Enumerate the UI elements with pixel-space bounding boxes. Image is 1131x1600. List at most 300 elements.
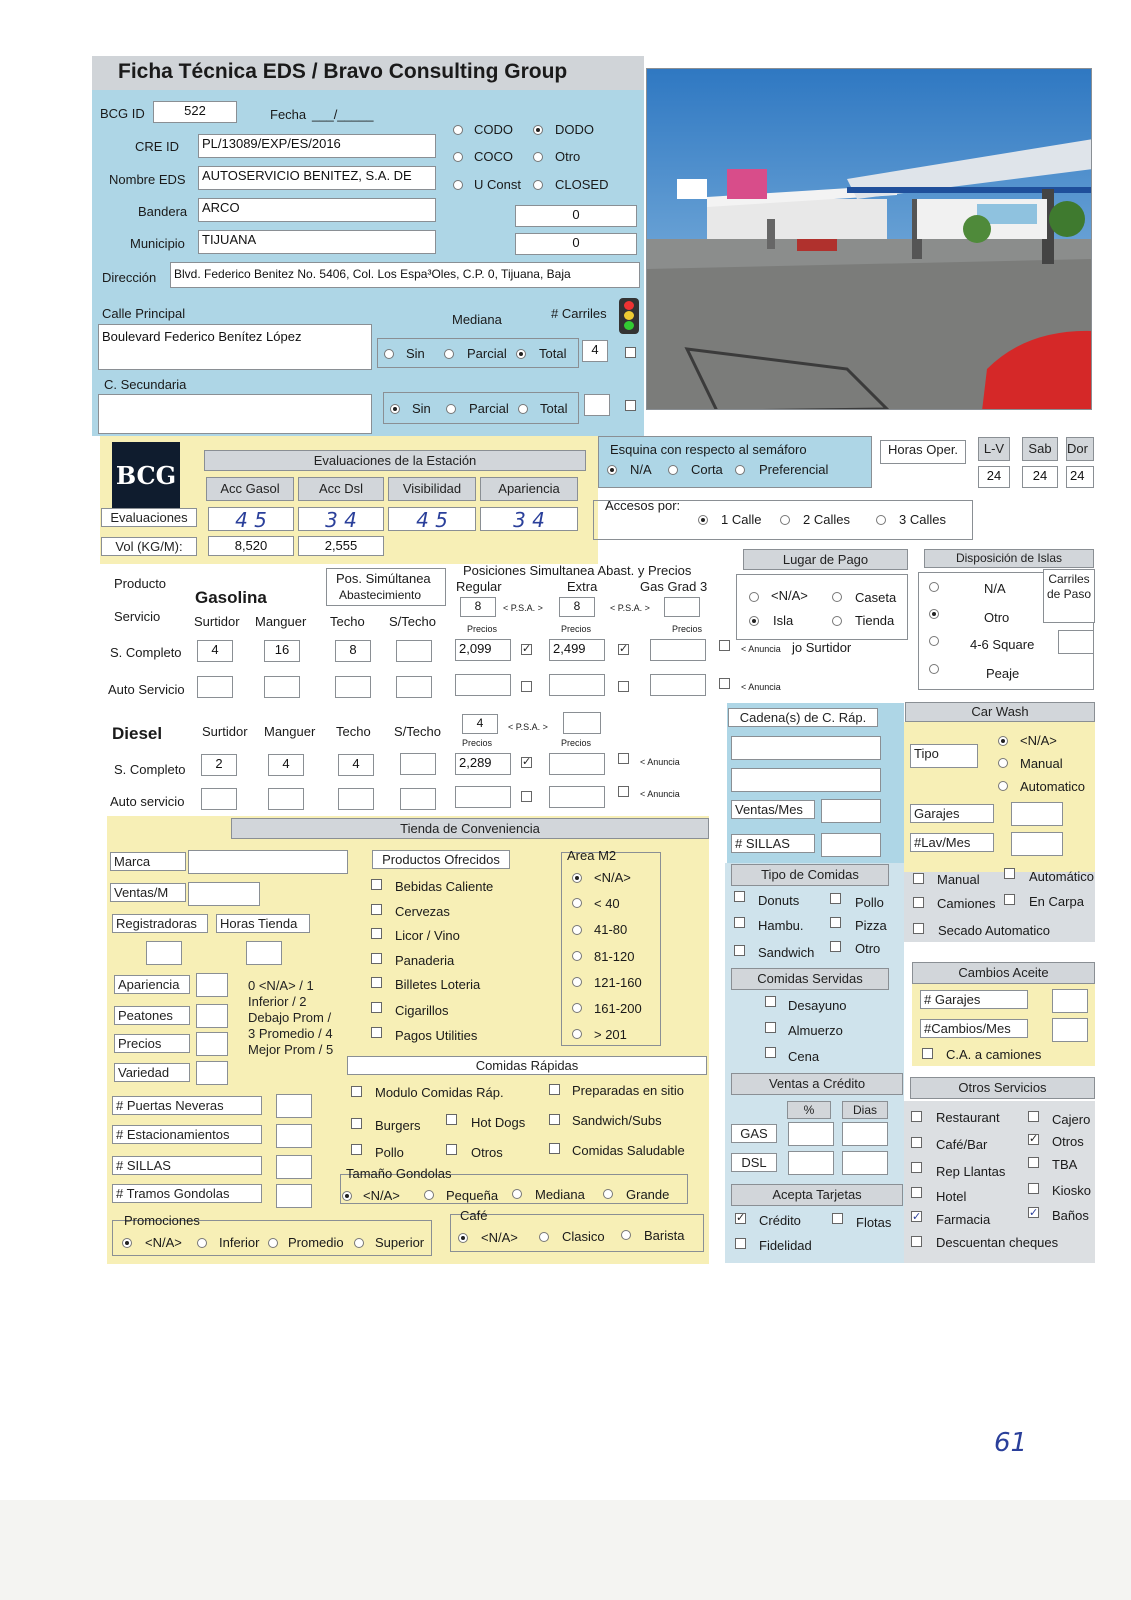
islas-otro-label: Otro: [984, 610, 1010, 625]
check-otros-serv[interactable]: ✓: [1029, 1133, 1039, 1145]
regular-anuncia-check[interactable]: ✓: [522, 643, 532, 655]
descuentan-label: Descuentan cheques: [936, 1235, 1059, 1250]
radio-cw-na[interactable]: [998, 736, 1008, 746]
gas-as-extra[interactable]: [549, 674, 605, 696]
prod-check-2[interactable]: [371, 928, 382, 939]
check-tba[interactable]: [1028, 1157, 1039, 1168]
calle-secundaria-field[interactable]: [98, 394, 372, 434]
psa-label-2: < P.S.A. >: [610, 603, 650, 613]
radio-mediana-sin[interactable]: [384, 349, 394, 359]
radio-closed[interactable]: [533, 180, 543, 190]
horas-sab-field[interactable]: 24: [1022, 466, 1058, 488]
productos-label: Productos Ofrecidos: [372, 850, 510, 869]
radio-3calles[interactable]: [876, 515, 886, 525]
radio-tamano-pequena[interactable]: [424, 1190, 434, 1200]
tramos-gondolas-label: # Tramos Gondolas: [112, 1184, 262, 1203]
ventas-m-field[interactable]: [188, 882, 260, 906]
gas-sc-techo[interactable]: 8: [335, 640, 371, 662]
bcg-logo: BCG: [112, 442, 180, 510]
dsl-psa-label: < P.S.A. >: [508, 722, 548, 732]
prod-check-1[interactable]: [371, 904, 382, 915]
registradoras-field[interactable]: [146, 941, 182, 965]
abastec-label: Abastecimiento: [339, 588, 422, 602]
check-pizza[interactable]: [830, 917, 841, 928]
tramos-gondolas-field[interactable]: [276, 1184, 312, 1208]
hotdogs-label: Hot Dogs: [471, 1115, 526, 1130]
horas-dom-field[interactable]: 24: [1066, 466, 1094, 488]
dsl-psa-field[interactable]: 4: [462, 714, 498, 734]
vol-dsl-value[interactable]: 2,555: [298, 536, 384, 556]
secado-label: Secado Automatico: [938, 923, 1051, 938]
dsl-psa-field-2[interactable]: [563, 712, 601, 734]
cw-lav-field[interactable]: [1011, 832, 1063, 856]
prod-label-5: Cigarillos: [395, 1003, 449, 1018]
scan-bottom-strip: [0, 1500, 1131, 1600]
horas-tienda-field[interactable]: [246, 941, 282, 965]
cafe-clasico-label: Clasico: [562, 1229, 605, 1244]
radio-promo-promedio[interactable]: [268, 1238, 278, 1248]
check-encarpa[interactable]: [1004, 894, 1015, 905]
horas-lv-header: L-V: [978, 437, 1010, 461]
credito-dsl-pct[interactable]: [788, 1151, 834, 1175]
radio-area-3[interactable]: [572, 951, 582, 961]
puertas-neveras-field[interactable]: [276, 1094, 312, 1118]
check-desayuno[interactable]: [765, 996, 776, 1007]
dsl-sc-manguer[interactable]: 4: [268, 754, 304, 776]
dsl-as-manguer[interactable]: [268, 788, 304, 810]
prod-label-0: Bebidas Caliente: [395, 879, 494, 894]
dsl-techo-header: Techo: [336, 724, 371, 739]
tienda-sillas-field[interactable]: [276, 1155, 312, 1179]
as-regular-check[interactable]: [521, 681, 532, 692]
radio-pago-tienda[interactable]: [832, 616, 842, 626]
municipio-label: Municipio: [130, 236, 185, 251]
extra-label: Extra: [567, 579, 598, 594]
dsl-anuncia-label: < Anuncia: [640, 757, 680, 767]
prod-label-2: Licor / Vino: [395, 928, 460, 943]
dsl-sc-precio-2[interactable]: [549, 753, 605, 775]
radio-islas-square[interactable]: [929, 636, 939, 646]
sandwich-label: Sandwich: [758, 945, 815, 960]
as-grad3-check[interactable]: [719, 678, 730, 689]
radio-codo[interactable]: [453, 125, 463, 135]
radio-area-4[interactable]: [572, 977, 582, 987]
radio-cafe-clasico[interactable]: [539, 1232, 549, 1242]
radio-mediana-total[interactable]: [516, 349, 526, 359]
registradoras-label: Registradoras: [112, 914, 208, 933]
otros-serv-label: Otros: [1052, 1134, 1084, 1149]
credito-dias-header: Dias: [842, 1101, 888, 1119]
tienda-header: Tienda de Conveniencia: [231, 818, 709, 839]
peatones-field[interactable]: [196, 1004, 228, 1028]
otros-servicios-header: Otros Servicios: [910, 1077, 1095, 1099]
check-saludable[interactable]: [549, 1143, 560, 1154]
radio-1calle[interactable]: [698, 515, 708, 525]
variedad-label: Variedad: [114, 1063, 190, 1082]
cambios-aceite-header: Cambios Aceite: [912, 962, 1095, 984]
check-burgers[interactable]: [351, 1118, 362, 1129]
check-otros[interactable]: [446, 1144, 457, 1155]
bandera-field[interactable]: ARCO: [198, 198, 436, 222]
radio-islas-na[interactable]: [929, 582, 939, 592]
comidas-header: Comidas Rápidas: [347, 1056, 707, 1075]
check-hotel[interactable]: [911, 1187, 922, 1198]
extra-psa-field[interactable]: 8: [559, 597, 595, 617]
calle-principal-field[interactable]: Boulevard Federico Benítez López: [98, 324, 372, 370]
gas-as-stecho[interactable]: [396, 676, 432, 698]
junto-surtidor-label: jo Surtidor: [792, 640, 852, 655]
precios-label-1: Precios: [467, 624, 498, 634]
cre-id-field[interactable]: PL/13089/EXP/ES/2016: [198, 134, 436, 158]
radio-islas-otro[interactable]: [929, 609, 939, 619]
gas-grad-label: Gas Grad 3: [640, 579, 708, 594]
tamano-pequena-label: Pequeña: [446, 1188, 499, 1203]
check-cajero[interactable]: [1028, 1111, 1039, 1122]
islas-header: Disposición de Islas: [924, 549, 1094, 568]
sandwich-subs-label: Sandwich/Subs: [572, 1113, 662, 1128]
radio-dodo[interactable]: [533, 125, 543, 135]
gas-sc-regular-precio[interactable]: 2,099: [455, 639, 511, 661]
radio-esquina-na[interactable]: [607, 465, 617, 475]
cw-automatico-label: Automatico: [1020, 779, 1086, 794]
extra-anuncia-check[interactable]: ✓: [619, 643, 629, 655]
as-extra-check[interactable]: [618, 681, 629, 692]
radio-pago-na[interactable]: [749, 592, 759, 602]
area-label-5: 161-200: [594, 1001, 642, 1016]
check-ca-camiones[interactable]: [922, 1048, 933, 1059]
municipio-field[interactable]: TIJUANA: [198, 230, 436, 254]
apariencia-field[interactable]: [196, 973, 228, 997]
credito-pct-header: %: [787, 1101, 831, 1119]
acc-dsl-value[interactable]: 3 4: [298, 507, 384, 531]
producto-label: Producto: [114, 576, 167, 591]
check-fidelidad[interactable]: [735, 1238, 746, 1249]
desayuno-label: Desayuno: [788, 998, 847, 1013]
gas-surtidor-header: Surtidor: [194, 614, 240, 629]
pago-isla-label: Isla: [773, 613, 794, 628]
radio-esquina-preferencial[interactable]: [735, 465, 745, 475]
check-cad-otro[interactable]: [830, 941, 841, 952]
precios-label-2: Precios: [561, 624, 592, 634]
gas-stecho-header: S/Techo: [389, 614, 436, 629]
ventas-m-label: Ventas/M: [110, 883, 186, 902]
psa-label-1: < P.S.A. >: [503, 603, 543, 613]
cadena-title: Cadena(s) de C. Ráp.: [728, 708, 878, 727]
carriles-paso-field[interactable]: [1058, 630, 1094, 654]
dsl-scompleto-label: S. Completo: [114, 762, 186, 777]
gas-autoserv-label: Auto Servicio: [108, 682, 185, 697]
gas-as-techo[interactable]: [335, 676, 371, 698]
num-field-1[interactable]: 0: [515, 205, 637, 227]
bcg-id-field[interactable]: 522: [153, 101, 237, 123]
gasolina-title: Gasolina: [195, 588, 267, 607]
dsl-sc-surtidor[interactable]: 2: [201, 754, 237, 776]
cafe-na-label: <N/A>: [481, 1230, 518, 1245]
nombre-field[interactable]: AUTOSERVICIO BENITEZ, S.A. DE: [198, 166, 436, 190]
gas-techo-header: Techo: [330, 614, 365, 629]
radio-area-2[interactable]: [572, 925, 582, 935]
radio-sec-sin[interactable]: [390, 404, 400, 414]
radio-area-5[interactable]: [572, 1003, 582, 1013]
gas-as-regular[interactable]: [455, 674, 511, 696]
grad3-anuncia-check[interactable]: [719, 640, 730, 651]
sec-total-label: Total: [540, 401, 568, 416]
dsl-anuncia-check-2[interactable]: [618, 753, 629, 764]
gas-sc-extra-precio[interactable]: 2,499: [549, 639, 605, 661]
prod-check-0[interactable]: [371, 879, 382, 890]
sec-carriles-check[interactable]: [625, 400, 636, 411]
gas-as-grad3[interactable]: [650, 674, 706, 696]
radio-tamano-na[interactable]: [342, 1191, 352, 1201]
prod-label-1: Cervezas: [395, 904, 450, 919]
cadena-sillas-field[interactable]: [821, 833, 881, 857]
check-secado[interactable]: [913, 923, 924, 934]
radio-area-0[interactable]: [572, 873, 582, 883]
pos-precios-label: Posiciones Simultanea Abast. y Precios: [463, 563, 692, 578]
check-farmacia[interactable]: ✓: [912, 1210, 922, 1223]
dsl-sc-techo[interactable]: 4: [338, 754, 374, 776]
area-label-3: 81-120: [594, 949, 635, 964]
total-label: Total: [539, 346, 567, 361]
gas-scompleto-label: S. Completo: [110, 645, 182, 660]
radio-pago-caseta[interactable]: [832, 592, 842, 602]
dsl-autoserv-label: Auto servicio: [110, 794, 185, 809]
check-banos[interactable]: ✓: [1029, 1206, 1039, 1219]
coco-label: COCO: [474, 149, 513, 164]
cw-manual2-label: Manual: [937, 872, 980, 887]
radio-coco[interactable]: [453, 152, 463, 162]
radio-promo-na[interactable]: [122, 1238, 132, 1248]
radio-pago-isla[interactable]: [749, 616, 759, 626]
dsl-as-precio[interactable]: [455, 786, 511, 808]
radio-esquina-corta[interactable]: [668, 465, 678, 475]
gas-as-manguer[interactable]: [264, 676, 300, 698]
check-camiones[interactable]: [913, 897, 924, 908]
carriles-check[interactable]: [625, 347, 636, 358]
gas-sc-manguer[interactable]: 16: [264, 640, 300, 662]
radio-cw-automatico[interactable]: [998, 781, 1008, 791]
apariencia-value[interactable]: 3 4: [480, 507, 578, 531]
accesos-label: Accesos por:: [605, 498, 681, 513]
flotas-label: Flotas: [856, 1215, 892, 1230]
tamano-mediana-label: Mediana: [535, 1187, 585, 1202]
prod-check-3[interactable]: [371, 953, 382, 964]
radio-area-1[interactable]: [572, 898, 582, 908]
dsl-stecho-header: S/Techo: [394, 724, 441, 739]
cre-id-label: CRE ID: [135, 139, 180, 154]
gas-sc-surtidor[interactable]: 4: [197, 640, 233, 662]
otro-label: Otro: [555, 149, 581, 164]
esquina-label: Esquina con respecto al semáforo: [610, 442, 807, 457]
area-label-4: 121-160: [594, 975, 642, 990]
gas-sc-stecho[interactable]: [396, 640, 432, 662]
estacionamientos-field[interactable]: [276, 1124, 312, 1148]
cafe-barista-label: Barista: [644, 1228, 685, 1243]
carwash-header: Car Wash: [905, 702, 1095, 722]
cw-garajes-field[interactable]: [1011, 802, 1063, 826]
check-preparadas[interactable]: [549, 1084, 560, 1095]
check-pollo[interactable]: [351, 1144, 362, 1155]
promo-promedio-label: Promedio: [288, 1235, 344, 1250]
radio-cw-manual[interactable]: [998, 758, 1008, 768]
prod-label-3: Panaderia: [395, 953, 455, 968]
cadena-field-1[interactable]: [731, 736, 881, 760]
visibilidad-value[interactable]: 4 5: [388, 507, 476, 531]
radio-otro[interactable]: [533, 152, 543, 162]
apariencia-header: Apariencia: [480, 477, 578, 501]
area-label-2: 41-80: [594, 922, 628, 937]
check-sandwich[interactable]: [734, 945, 745, 956]
marca-field[interactable]: [188, 850, 348, 874]
cad-pollo-label: Pollo: [855, 895, 884, 910]
dodo-label: DODO: [555, 122, 594, 137]
cw-automatico2-label: Automático: [1029, 869, 1095, 884]
carriles-label: # Carriles: [551, 306, 607, 321]
radio-cafe-barista[interactable]: [621, 1230, 631, 1240]
check-restaurant[interactable]: [911, 1111, 922, 1122]
ca-mes-label: #Cambios/Mes: [920, 1019, 1028, 1038]
dsl-anuncia-check[interactable]: ✓: [522, 756, 532, 768]
horas-dom-header: Dor: [1066, 437, 1094, 461]
uconst-label: U Const: [474, 177, 521, 192]
cadena-sillas-label: # SILLAS: [731, 834, 815, 853]
check-hotdogs[interactable]: [446, 1114, 457, 1125]
estacionamientos-label: # Estacionamientos: [112, 1125, 262, 1144]
fecha-field[interactable]: ___/_____: [312, 107, 374, 122]
cadena-ventas-field[interactable]: [821, 799, 881, 823]
sec-carriles-field[interactable]: [584, 394, 610, 416]
sec-sin-label: Sin: [412, 401, 431, 416]
check-rep-llantas[interactable]: [911, 1162, 922, 1173]
ca-mes-field[interactable]: [1052, 1018, 1088, 1042]
calle-principal-label: Calle Principal: [102, 306, 186, 321]
dsl-as-check-2[interactable]: [618, 786, 629, 797]
radio-cafe-na[interactable]: [458, 1233, 468, 1243]
acc-gasol-header: Acc Gasol: [206, 477, 294, 501]
regular-psa-field[interactable]: 8: [460, 597, 496, 617]
encarpa-label: En Carpa: [1029, 894, 1084, 909]
traffic-light-icon: [619, 298, 639, 334]
calle-secundaria-label: C. Secundaria: [104, 377, 187, 392]
cadena-field-2[interactable]: [731, 768, 881, 792]
precios-field[interactable]: [196, 1032, 228, 1056]
radio-uconst[interactable]: [453, 180, 463, 190]
check-cw-automatico[interactable]: [1004, 868, 1015, 879]
check-sandwich-subs[interactable]: [549, 1114, 560, 1125]
check-cw-manual[interactable]: [913, 873, 924, 884]
burgers-label: Burgers: [375, 1118, 421, 1133]
anuncia-label-1: < Anuncia: [741, 644, 781, 654]
credito-dsl-dias[interactable]: [842, 1151, 888, 1175]
radio-area-6[interactable]: [572, 1029, 582, 1039]
precios-label-3: Precios: [672, 624, 703, 634]
dsl-as-precio-2[interactable]: [549, 786, 605, 808]
prod-check-4[interactable]: [371, 977, 382, 988]
credito-label: Crédito: [759, 1213, 801, 1228]
codo-label: CODO: [474, 122, 513, 137]
direccion-field[interactable]: Blvd. Federico Benitez No. 5406, Col. Los Espa³Oles, C.P. 0, Tijuana, Baja: [170, 262, 640, 288]
comidas-servidas-header: Comidas Servidas: [731, 968, 889, 990]
radio-islas-peaje[interactable]: [929, 664, 939, 674]
tienda-sillas-label: # SILLAS: [112, 1156, 262, 1175]
promo-label: Promociones: [124, 1213, 200, 1228]
radio-tamano-mediana[interactable]: [512, 1189, 522, 1199]
rep-llantas-label: Rep Llantas: [936, 1164, 1006, 1179]
bandera-label: Bandera: [138, 204, 188, 219]
acc-gasol-value[interactable]: 4 5: [208, 507, 294, 531]
check-flotas[interactable]: [832, 1213, 843, 1224]
gas-sc-grad3-precio[interactable]: [650, 639, 706, 661]
acc-dsl-header: Acc Dsl: [298, 477, 384, 501]
diesel-title: Diesel: [112, 724, 163, 743]
dsl-as-stecho[interactable]: [400, 788, 436, 810]
dsl-as-surtidor[interactable]: [201, 788, 237, 810]
calle2-label: 2 Calles: [803, 512, 850, 527]
credito-gas-pct[interactable]: [788, 1122, 834, 1146]
horas-label: Horas Oper.: [880, 440, 966, 464]
check-kiosko[interactable]: [1028, 1183, 1039, 1194]
credito-dsl-label: DSL: [731, 1153, 777, 1172]
check-cena[interactable]: [765, 1047, 776, 1058]
farmacia-label: Farmacia: [936, 1212, 991, 1227]
ca-camiones-label: C.A. a camiones: [946, 1047, 1042, 1062]
carriles-field[interactable]: 4: [582, 340, 608, 362]
pago-tienda-label: Tienda: [855, 613, 895, 628]
promo-superior-label: Superior: [375, 1235, 425, 1250]
radio-2calles[interactable]: [780, 515, 790, 525]
check-cafebar[interactable]: [911, 1137, 922, 1148]
radio-tamano-grande[interactable]: [603, 1189, 613, 1199]
page-title: Ficha Técnica EDS / Bravo Consulting Group: [118, 60, 568, 83]
check-cad-pollo[interactable]: [830, 893, 841, 904]
variedad-field[interactable]: [196, 1061, 228, 1085]
check-hambu[interactable]: [734, 917, 745, 928]
dsl-as-techo[interactable]: [338, 788, 374, 810]
saludable-label: Comidas Saludable: [572, 1143, 685, 1158]
check-descuentan[interactable]: [911, 1236, 922, 1247]
check-modulo[interactable]: [351, 1086, 362, 1097]
ca-garajes-label: # Garajes: [920, 990, 1028, 1009]
num-field-2[interactable]: 0: [515, 233, 637, 255]
horas-sab-header: Sab: [1022, 437, 1058, 461]
grad3-psa-field[interactable]: [664, 597, 700, 617]
camiones-label: Camiones: [937, 896, 996, 911]
prod-check-5[interactable]: [371, 1002, 382, 1013]
horas-tienda-label: Horas Tienda: [216, 914, 310, 933]
radio-sec-total[interactable]: [518, 404, 528, 414]
check-donuts[interactable]: [734, 891, 745, 902]
radio-mediana-parcial[interactable]: [444, 349, 454, 359]
credito-gas-dias[interactable]: [842, 1122, 888, 1146]
radio-promo-inferior[interactable]: [197, 1238, 207, 1248]
radio-sec-parcial[interactable]: [446, 404, 456, 414]
dsl-sc-stecho[interactable]: [400, 753, 436, 775]
gas-as-surtidor[interactable]: [197, 676, 233, 698]
vol-gas-value[interactable]: 8,520: [208, 536, 294, 556]
prod-check-6[interactable]: [371, 1027, 382, 1038]
dsl-sc-precio[interactable]: 2,289: [455, 753, 511, 775]
horas-lv-field[interactable]: 24: [978, 466, 1010, 488]
ca-garajes-field[interactable]: [1052, 989, 1088, 1013]
radio-promo-superior[interactable]: [354, 1238, 364, 1248]
fidelidad-label: Fidelidad: [759, 1238, 812, 1253]
sec-parcial-label: Parcial: [469, 401, 509, 416]
check-credito[interactable]: ✓: [736, 1212, 746, 1224]
calle3-label: 3 Calles: [899, 512, 946, 527]
dsl-as-check[interactable]: [521, 791, 532, 802]
check-almuerzo[interactable]: [765, 1022, 776, 1033]
cw-manual-label: Manual: [1020, 756, 1063, 771]
